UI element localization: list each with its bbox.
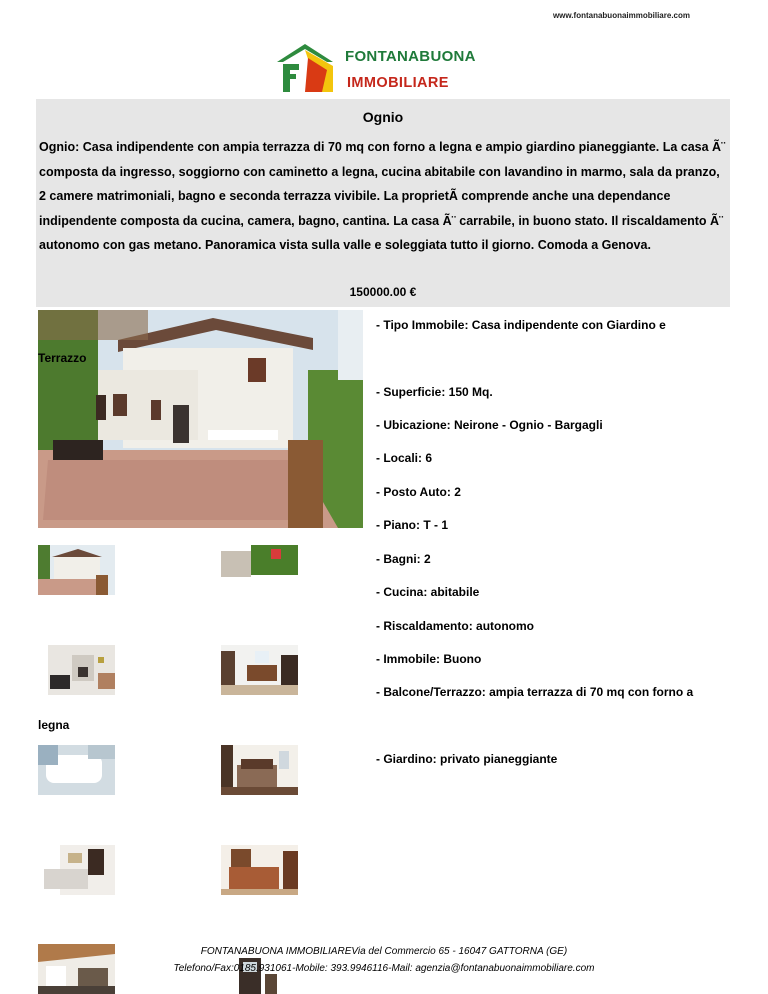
thumbnail-bedroom-3[interactable] <box>221 845 298 895</box>
main-photo[interactable] <box>38 310 363 528</box>
footer-address: FONTANABUONA IMMOBILIAREVia del Commercio 65 - 16047 GATTORNA (GE) <box>200 946 568 957</box>
footer-contacts: Telefono/Fax:0185.931061-Mobile: 393.9946116-Mail: agenzia@fontanabuonaimmobiliare.com <box>173 963 595 974</box>
feature-giardino: - Giardino: privato pianeggiante <box>376 752 558 766</box>
thumbnail-living-room[interactable] <box>38 645 115 695</box>
feature-posto-auto: - Posto Auto: 2 <box>376 485 461 499</box>
site-url[interactable]: www.fontanabuonaimmobiliare.com <box>552 11 690 20</box>
feature-immobile: - Immobile: Buono <box>376 652 482 666</box>
company-logo <box>275 40 485 96</box>
thumbnail-exterior[interactable] <box>38 545 115 595</box>
thumbnail-bedroom-2[interactable] <box>38 845 115 895</box>
feature-bagni: - Bagni: 2 <box>376 552 431 566</box>
thumbnail-garden[interactable] <box>221 545 298 595</box>
logo-text-immobiliare: IMMOBILIARE <box>347 75 449 91</box>
feature-cucina: - Cucina: abitabile <box>376 585 480 599</box>
thumbnail-bathroom[interactable] <box>38 745 115 795</box>
feature-riscaldamento: - Riscaldamento: autonomo <box>376 619 535 633</box>
feature-superficie: - Superficie: 150 Mq. <box>376 385 493 399</box>
feature-balcone-terrazzo-cont: legna <box>38 718 70 732</box>
listing-description: Ognio: Casa indipendente con ampia terrazza di 70 mq con forno a legna e ampio giardino pianeggiante. La casa Ã¨ composta da ingresso, soggiorno con caminetto a legna, cucina abitabile con lavandino in marmo, sala da pranzo, 2 camere matrimoniali, bagno e seconda terrazza vivibile. La proprietÃ comprende anche una dependance indipendente composta da cucina, camera, bagno, cantina. La casa Ã¨ carrabile, in buono stato. Il riscaldamento Ã¨ autonomo con gas metano. Panoramica vista sulla valle e soleggiata tutto il giorno. Comoda a Genova. <box>39 140 726 252</box>
feature-piano: - Piano: T - 1 <box>376 518 448 532</box>
description-box <box>36 99 730 307</box>
thumbnail-dining-room[interactable] <box>221 645 298 695</box>
logo-text-fontanabuona: FONTANABUONA <box>345 48 476 65</box>
feature-balcone-terrazzo: - Balcone/Terrazzo: ampia terrazza di 70 mq con forno a <box>376 685 694 699</box>
listing-price: 150000.00 € <box>349 285 417 299</box>
feature-locali: - Locali: 6 <box>376 451 433 465</box>
feature-tipo-immobile: - Tipo Immobile: Casa indipendente con Giardino e <box>376 318 666 332</box>
thumbnail-bedroom-1[interactable] <box>221 745 298 795</box>
feature-tipo-immobile-cont: Terrazzo <box>38 351 87 365</box>
feature-ubicazione: - Ubicazione: Neirone - Ognio - Bargagli <box>376 418 603 432</box>
house-logo-icon <box>275 40 345 96</box>
listing-title: Ognio <box>362 109 404 125</box>
